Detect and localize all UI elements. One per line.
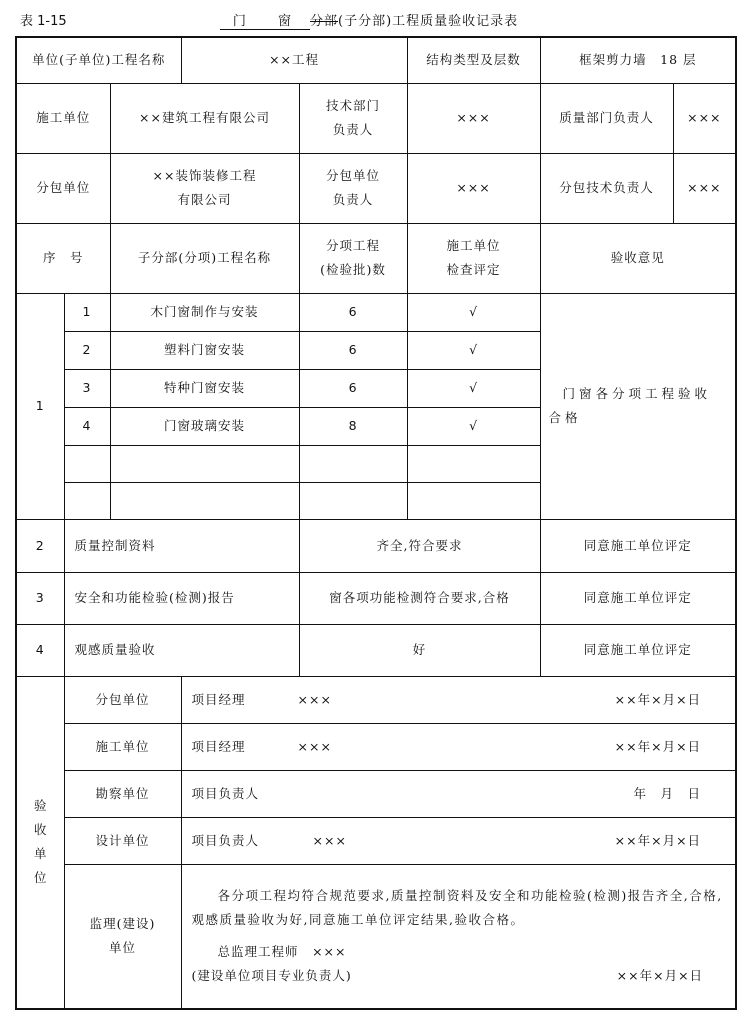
subcontractor-row xyxy=(16,153,736,223)
col-opinion: 验收意见 xyxy=(540,223,736,293)
project-name-label: 单位(子单位)工程名称 xyxy=(16,37,181,83)
column-header-row xyxy=(16,223,736,293)
sub-head: ××× xyxy=(407,153,540,223)
check-mark: √ xyxy=(407,407,540,445)
table-row: 3 特种门窗安装 6 √ xyxy=(16,369,736,407)
check-mark: √ xyxy=(407,293,540,331)
col-count: 分项工程 (检验批)数 xyxy=(299,223,407,293)
form-title xyxy=(220,10,518,30)
quality-head-label: 质量部门负责人 xyxy=(540,83,673,153)
chief-supervisor-name: ××× xyxy=(312,944,347,960)
sub-name: ××装饰装修工程 有限公司 xyxy=(110,153,299,223)
title-struck-word: 分部 xyxy=(310,14,339,29)
form-header xyxy=(0,0,748,36)
acceptance-row: 设计单位 项目负责人 ××× ××年×月×日 xyxy=(16,817,736,864)
section-1-number: 1 xyxy=(16,293,64,519)
structure-label: 结构类型及层数 xyxy=(407,37,540,83)
table-row: 2 质量控制资料 齐全,符合要求 同意施工单位评定 xyxy=(16,519,736,572)
supervisor-unit: 监理(建设) 单位 xyxy=(64,864,181,1009)
sub-head-label: 分包单位 负责人 xyxy=(299,153,407,223)
contractor-row xyxy=(16,83,736,153)
acceptance-vertical-label: 验 收 单 位 xyxy=(16,676,64,1009)
title-rest: (子分部)工程质量验收记录表 xyxy=(338,14,519,29)
signature-line: 项目经理 ××× ××年×月×日 xyxy=(181,676,736,723)
table-row: 4 观感质量验收 好 同意施工单位评定 xyxy=(16,624,736,676)
contractor-name: ××建筑工程有限公司 xyxy=(110,83,299,153)
contractor-label: 施工单位 xyxy=(16,83,110,153)
check-mark: √ xyxy=(407,331,540,369)
col-eval: 施工单位 检查评定 xyxy=(407,223,540,293)
acceptance-row: 施工单位 项目经理 ××× ××年×月×日 xyxy=(16,723,736,770)
structure-value: 框架剪力墙 18 层 xyxy=(540,37,736,83)
signature-line: 项目负责人 年 月 日 xyxy=(181,770,736,817)
tech-head: ××× xyxy=(407,83,540,153)
supervisor-date: ××年×月×日 xyxy=(616,968,704,984)
acceptance-record-table xyxy=(15,36,737,1010)
acceptance-row: 验 收 单 位 分包单位 项目经理 ××× ××年×月×日 xyxy=(16,676,736,723)
sub-label: 分包单位 xyxy=(16,153,110,223)
col-name: 子分部(分项)工程名称 xyxy=(110,223,299,293)
project-name-row xyxy=(16,37,736,83)
section-1-opinion: 门窗各分项工程验收 合格 xyxy=(540,293,736,519)
check-mark: √ xyxy=(407,369,540,407)
acceptance-row: 勘察单位 项目负责人 年 月 日 xyxy=(16,770,736,817)
table-row: 4 门窗玻璃安装 8 √ xyxy=(16,407,736,445)
table-row: 2 塑料门窗安装 6 √ xyxy=(16,331,736,369)
signature-line: 项目经理 ××× ××年×月×日 xyxy=(181,723,736,770)
table-number: 表 1-15 xyxy=(20,14,67,29)
col-seq: 序 号 xyxy=(16,223,110,293)
supervisor-row xyxy=(16,864,736,1009)
conclusion-text: 各分项工程均符合规范要求,质量控制资料及安全和功能检验(检测)报告齐全,合格,观感质量验收为好,同意施工单位评定结果,验收合格。 xyxy=(191,888,723,928)
chief-supervisor-label: 总监理工程师 xyxy=(217,944,299,960)
table-row: 1 1 木门窗制作与安装 6 √ 门窗各分项工程验收 合格 xyxy=(16,293,736,331)
quality-head: ××× xyxy=(673,83,736,153)
table-row: 3 安全和功能检验(检测)报告 窗各项功能检测符合要求,合格 同意施工单位评定 xyxy=(16,572,736,624)
sub-tech-label: 分包技术负责人 xyxy=(540,153,673,223)
tech-head-label: 技术部门 负责人 xyxy=(299,83,407,153)
sub-tech: ××× xyxy=(673,153,736,223)
project-name: ××工程 xyxy=(181,37,407,83)
supervisor-conclusion xyxy=(181,864,736,1009)
title-fill-in: 门 窗 xyxy=(220,10,310,30)
owner-rep-label: (建设单位项目专业负责人) xyxy=(191,968,352,984)
signature-line: 项目负责人 ××× ××年×月×日 xyxy=(181,817,736,864)
